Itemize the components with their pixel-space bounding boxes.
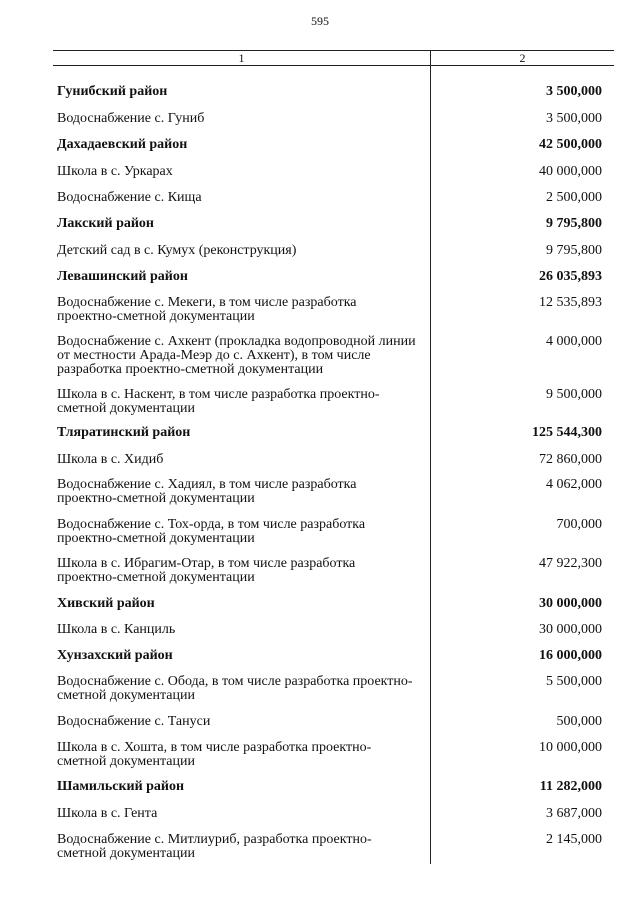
district-name: Хивский район: [57, 596, 155, 611]
item-description: Школа в с. Ибрагим-Отар, в том числе разработка проектно-сметной документации: [57, 556, 356, 585]
item-description: Водоснабжение с. Гуниб: [57, 111, 205, 126]
item-description: Водоснабжение с. Кища: [57, 190, 202, 205]
district-total: 11 282,000: [539, 779, 602, 794]
item-amount: 4 062,000: [546, 477, 602, 492]
item-amount: 9 795,800: [546, 243, 602, 258]
district-total: 42 500,000: [539, 137, 602, 152]
district-name: Дахадаевский район: [57, 137, 188, 152]
item-amount: 40 000,000: [539, 164, 602, 179]
item-description: Водоснабжение с. Хадиял, в том числе разработка проектно-сметной документации: [57, 477, 357, 506]
item-amount: 12 535,893: [539, 295, 602, 310]
item-amount: 72 860,000: [539, 452, 602, 467]
item-amount: 5 500,000: [546, 674, 602, 689]
district-name: Гунибский район: [57, 84, 168, 99]
table-header: [53, 50, 614, 66]
district-total: 26 035,893: [539, 269, 602, 284]
item-description: Водоснабжение с. Ахкент (прокладка водопроводной линии от местности Арада-Меэр до с. Ахкент), в том числе разработка проектно-сметной документации: [57, 334, 416, 377]
item-description: Школа в с. Наскент, в том числе разработка проектно-сметной документации: [57, 387, 380, 416]
item-description: Водоснабжение с. Мекеги, в том числе разработка проектно-сметной документации: [57, 295, 357, 324]
item-amount: 47 922,300: [539, 556, 602, 571]
page-number: 595: [311, 14, 329, 28]
item-amount: 30 000,000: [539, 622, 602, 637]
header-col-2: 2: [519, 51, 526, 65]
item-description: Школа в с. Канциль: [57, 622, 176, 637]
district-name: Шамильский район: [57, 779, 185, 794]
item-description: Водоснабжение с. Обода, в том числе разработка проектно-сметной документации: [57, 674, 413, 703]
district-name: Лакский район: [57, 216, 154, 231]
item-amount: 4 000,000: [546, 334, 602, 349]
district-total: 30 000,000: [539, 596, 602, 611]
district-name: Левашинский район: [57, 269, 188, 284]
item-description: Водоснабжение с. Митлиуриб, разработка проектно-сметной документации: [57, 832, 372, 861]
district-total: 9 795,800: [546, 216, 602, 231]
item-description: Школа в с. Хидиб: [57, 452, 164, 467]
item-amount: 10 000,000: [539, 740, 602, 755]
item-amount: 500,000: [556, 714, 602, 729]
item-amount: 9 500,000: [546, 387, 602, 402]
item-description: Детский сад в с. Кумух (реконструкция): [57, 243, 297, 258]
district-name: Хунзахский район: [57, 648, 173, 663]
item-description: Водоснабжение с. Тох-орда, в том числе разработка проектно-сметной документации: [57, 517, 366, 546]
item-amount: 700,000: [556, 517, 602, 532]
district-total: 16 000,000: [539, 648, 602, 663]
budget-table: [53, 50, 614, 861]
item-description: Водоснабжение с. Тануси: [57, 714, 211, 729]
item-amount: 3 500,000: [546, 111, 602, 126]
table-body: [53, 66, 614, 861]
item-description: Школа в с. Гента: [57, 806, 158, 821]
district-name: Тляратинский район: [57, 425, 191, 440]
item-description: Школа в с. Уркарах: [57, 164, 173, 179]
item-amount: 2 145,000: [546, 832, 602, 847]
district-total: 125 544,300: [532, 425, 602, 440]
header-col-1: 1: [238, 51, 245, 65]
item-amount: 2 500,000: [546, 190, 602, 205]
item-amount: 3 687,000: [546, 806, 602, 821]
item-description: Школа в с. Хошта, в том числе разработка проектно-сметной документации: [57, 740, 372, 769]
district-total: 3 500,000: [546, 84, 602, 99]
